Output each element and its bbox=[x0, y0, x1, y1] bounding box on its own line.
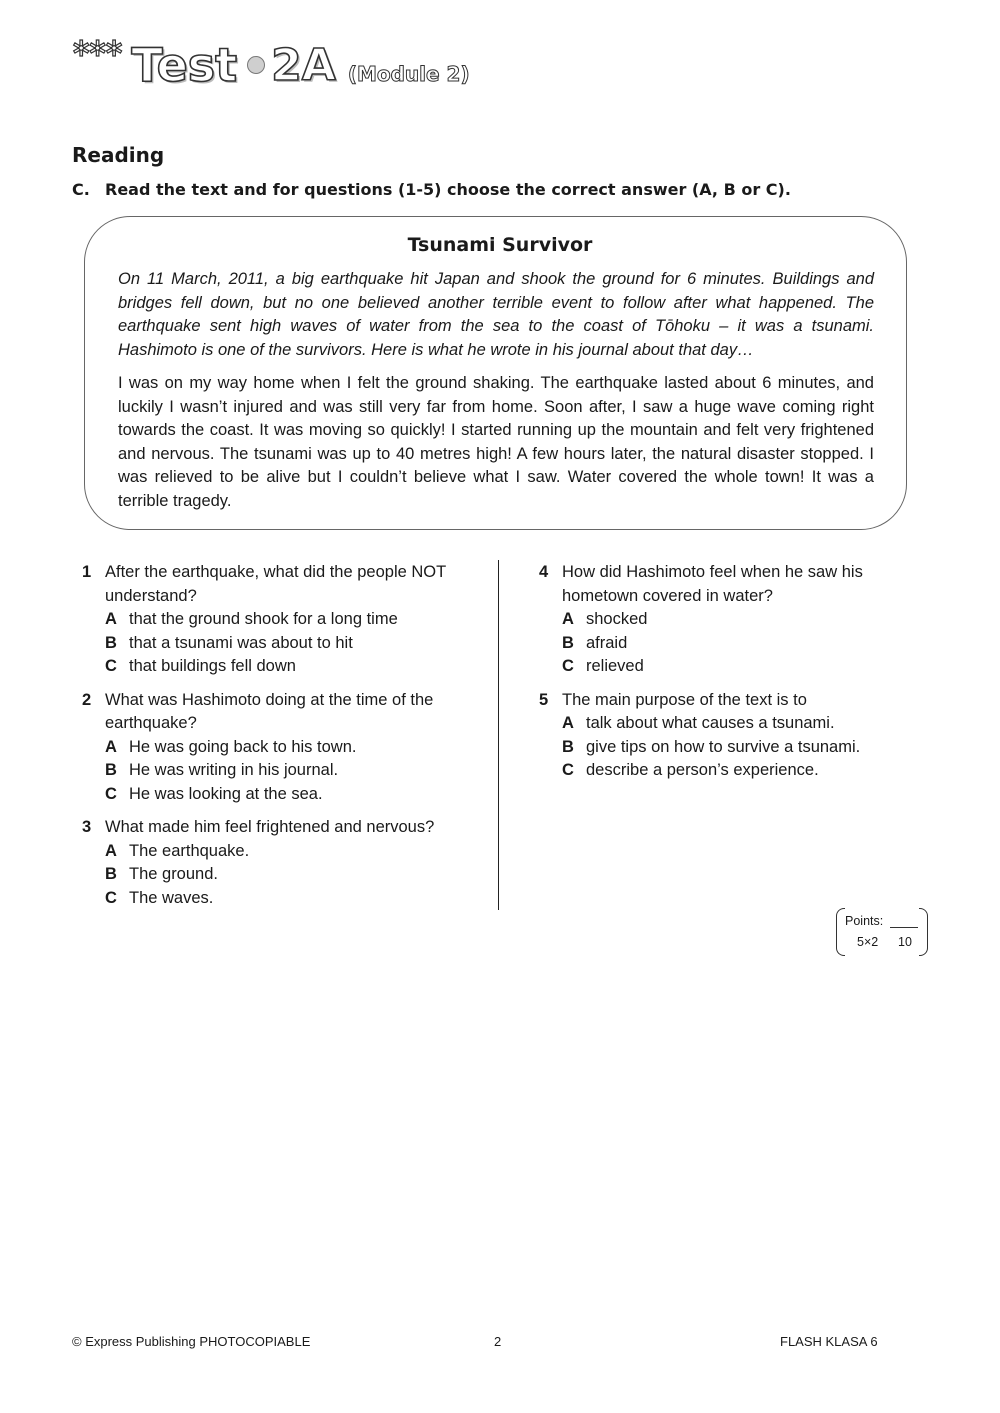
bullet-dot-icon bbox=[247, 56, 265, 74]
questions-left-column bbox=[82, 561, 482, 920]
question-number: 1 bbox=[82, 563, 92, 581]
question-number: 5 bbox=[539, 690, 549, 709]
option-c[interactable]: C relieved bbox=[562, 657, 644, 675]
option-a[interactable]: A that the ground shook for a long time bbox=[105, 610, 398, 628]
option-a[interactable]: A The earthquake. bbox=[105, 841, 250, 860]
questions-right-column bbox=[539, 561, 939, 793]
passage-intro: On 11 March, 2011, a big earthquake hit Japan and shook the ground for 6 minutes. Buildings and bridges fell down, but no one believed another terrible event to follow after what happened. The earthquake sent high waves of water from the sea to the coast of Tōhoku – it was a tsunami. Hashimoto is one of the survivors. Here is what he wrote in his journal about that day… bbox=[118, 270, 874, 359]
points-multiplier: 5×2 bbox=[857, 935, 879, 949]
test-title: Test bbox=[131, 38, 238, 92]
option-a[interactable]: A shocked bbox=[562, 610, 648, 628]
instruction-letter: C. bbox=[72, 180, 90, 199]
option-b[interactable]: B The ground. bbox=[105, 865, 218, 883]
footer-copyright: © Express Publishing PHOTOCOPIABLE bbox=[72, 1334, 311, 1349]
column-divider bbox=[498, 560, 499, 910]
question-text: What was Hashimoto doing at the time of the earthquake? bbox=[105, 690, 434, 732]
question-text: After the earthquake, what did the people NOT understand? bbox=[105, 563, 446, 605]
stars-decoration: ✲✲✲ bbox=[72, 37, 122, 62]
question-number: 2 bbox=[82, 690, 92, 709]
question-number: 4 bbox=[539, 563, 549, 581]
points-total: 10 bbox=[898, 935, 912, 949]
question-number: 3 bbox=[82, 818, 92, 836]
passage-body: I was on my way home when I felt the ground shaking. The earthquake lasted about 6 minutes, and luckily I wasn’t injured and was still very far from home. Soon after, I saw a huge wave coming right towards the coast. It was moving so quickly! I started running up the mountain and felt very frightened and nervous. The tsunami was up to 40 metres high! A few hours later, the natural disaster stopped. I was relieved to be alive but I couldn’t believe what I saw. Water covered the whole town! It was a terrible tragedy. bbox=[118, 374, 874, 510]
question-text: The main purpose of the text is to bbox=[562, 690, 807, 709]
question-1 bbox=[82, 561, 482, 679]
passage-title: Tsunami Survivor bbox=[407, 234, 593, 256]
option-c[interactable]: C describe a person’s experience. bbox=[562, 761, 819, 779]
option-c[interactable]: C The waves. bbox=[105, 888, 214, 907]
question-text: How did Hashimoto feel when he saw his hometown covered in water? bbox=[562, 563, 863, 605]
right-bracket bbox=[919, 908, 928, 956]
question-5 bbox=[539, 689, 939, 783]
footer-course: FLASH KLASA 6 bbox=[780, 1334, 878, 1349]
question-4 bbox=[539, 561, 939, 679]
test-number: 2A bbox=[271, 40, 336, 91]
instruction bbox=[72, 180, 791, 199]
points-box bbox=[836, 908, 928, 956]
footer-page-number: 2 bbox=[494, 1334, 502, 1349]
points-blank[interactable] bbox=[890, 927, 918, 928]
section-title: Reading bbox=[72, 143, 165, 167]
option-a[interactable]: A talk about what causes a tsunami. bbox=[562, 714, 835, 732]
option-b[interactable]: B that a tsunami was about to hit bbox=[105, 633, 353, 652]
question-3 bbox=[82, 816, 482, 910]
question-text: What made him feel frightened and nervous? bbox=[105, 818, 435, 836]
option-b[interactable]: B afraid bbox=[562, 633, 628, 652]
option-b[interactable]: B give tips on how to survive a tsunami. bbox=[562, 737, 861, 756]
module-label: (Module 2) bbox=[347, 62, 470, 86]
points-label: Points: bbox=[845, 914, 884, 928]
left-bracket bbox=[836, 908, 845, 956]
instruction-text: Read the text and for questions (1-5) choose the correct answer (A, B or C). bbox=[105, 180, 791, 199]
option-a[interactable]: A He was going back to his town. bbox=[105, 737, 357, 756]
test-header bbox=[72, 28, 470, 92]
option-c[interactable]: C that buildings fell down bbox=[105, 657, 296, 675]
question-2 bbox=[82, 689, 482, 807]
option-c[interactable]: C He was looking at the sea. bbox=[105, 784, 323, 803]
option-b[interactable]: B He was writing in his journal. bbox=[105, 761, 339, 779]
